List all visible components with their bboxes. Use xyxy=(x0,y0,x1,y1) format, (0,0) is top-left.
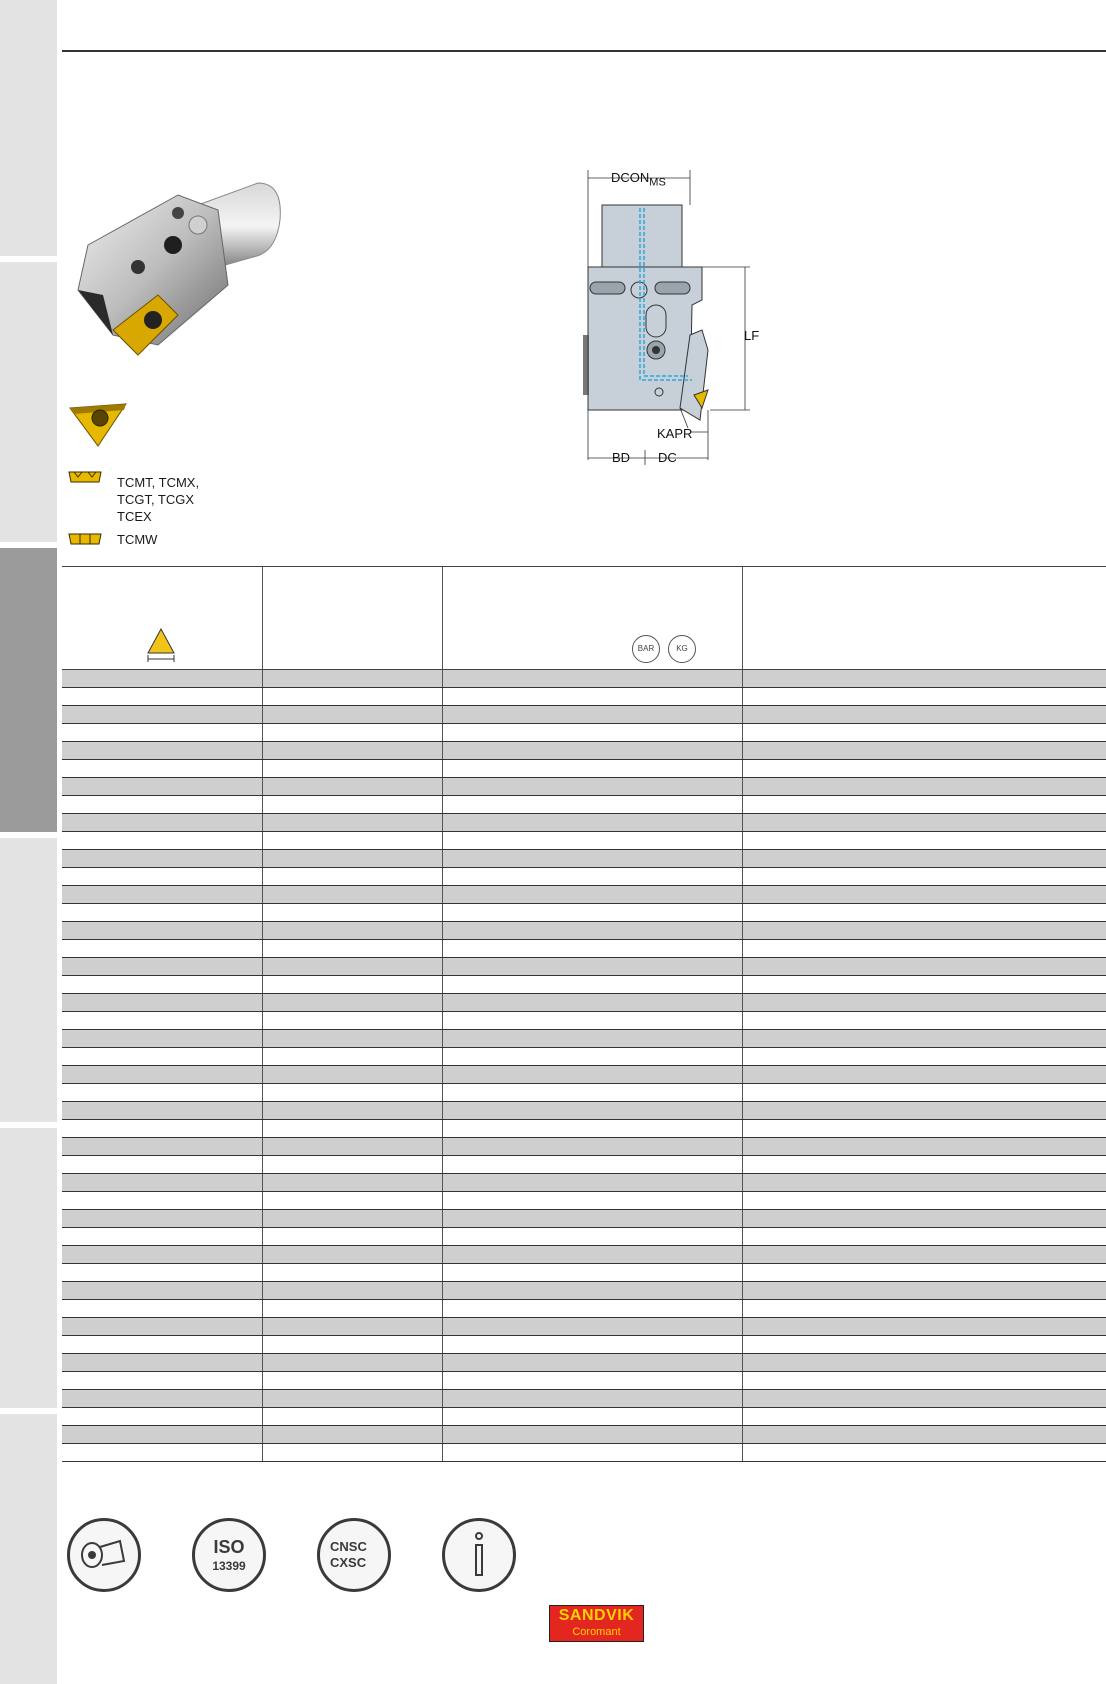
coromant-capto-icon[interactable] xyxy=(67,1518,141,1592)
column-divider xyxy=(742,1120,743,1137)
column-divider xyxy=(262,994,263,1011)
table-row xyxy=(62,1138,1106,1156)
column-divider xyxy=(262,850,263,867)
table-row xyxy=(62,1354,1106,1372)
column-divider xyxy=(262,832,263,849)
table-row xyxy=(62,1012,1106,1030)
insert-type-line-3: TCEX xyxy=(117,509,152,524)
column-divider xyxy=(442,1228,443,1245)
column-divider xyxy=(442,1354,443,1371)
column-divider xyxy=(262,904,263,921)
column-divider xyxy=(742,1246,743,1263)
column-divider xyxy=(262,886,263,903)
dimension-drawing xyxy=(580,170,780,470)
column-divider xyxy=(262,1030,263,1047)
insert-type-line-1: TCMT, TCMX, xyxy=(117,475,200,490)
column-divider xyxy=(742,1138,743,1155)
info-icon[interactable] xyxy=(442,1518,516,1592)
insert-image xyxy=(68,400,130,448)
column-divider xyxy=(442,1408,443,1425)
table-row xyxy=(62,1426,1106,1444)
column-divider xyxy=(442,1390,443,1407)
column-divider xyxy=(442,1102,443,1119)
table-row xyxy=(62,1444,1106,1462)
bar-icon: BAR xyxy=(632,635,660,663)
column-divider xyxy=(442,976,443,993)
side-tab-bar xyxy=(0,0,57,1684)
column-divider xyxy=(262,958,263,975)
dim-bd: BD xyxy=(612,450,631,465)
table-row xyxy=(62,994,1106,1012)
column-divider xyxy=(442,850,443,867)
table-row xyxy=(62,1246,1106,1264)
column-divider xyxy=(742,922,743,939)
column-divider xyxy=(742,958,743,975)
column-divider xyxy=(442,1318,443,1335)
column-divider xyxy=(442,1084,443,1101)
column-divider xyxy=(442,670,443,687)
column-divider xyxy=(742,904,743,921)
column-divider xyxy=(442,1282,443,1299)
table-row xyxy=(62,688,1106,706)
header-col-3 xyxy=(442,567,743,669)
column-divider xyxy=(442,1048,443,1065)
column-divider xyxy=(442,994,443,1011)
column-divider xyxy=(442,1174,443,1191)
column-divider xyxy=(742,796,743,813)
table-row xyxy=(62,796,1106,814)
table-row xyxy=(62,868,1106,886)
column-divider xyxy=(742,1300,743,1317)
column-divider xyxy=(742,760,743,777)
column-divider xyxy=(262,814,263,831)
column-divider xyxy=(442,1012,443,1029)
column-divider xyxy=(442,1444,443,1461)
column-divider xyxy=(262,1156,263,1173)
column-divider xyxy=(742,886,743,903)
column-divider xyxy=(442,1138,443,1155)
column-divider xyxy=(262,1228,263,1245)
column-divider xyxy=(262,1282,263,1299)
logo-sub: Coromant xyxy=(572,1626,621,1638)
table-row xyxy=(62,1264,1106,1282)
table-row xyxy=(62,1030,1106,1048)
table-row xyxy=(62,1120,1106,1138)
column-divider xyxy=(442,1246,443,1263)
column-divider xyxy=(442,886,443,903)
table-row xyxy=(62,724,1106,742)
column-divider xyxy=(442,1300,443,1317)
column-divider xyxy=(742,1048,743,1065)
column-divider xyxy=(262,940,263,957)
column-divider xyxy=(742,1390,743,1407)
table-row xyxy=(62,940,1106,958)
kg-icon: KG xyxy=(668,635,696,663)
side-tab-1[interactable] xyxy=(0,0,57,256)
table-row xyxy=(62,904,1106,922)
column-divider xyxy=(742,1336,743,1353)
column-divider xyxy=(742,742,743,759)
table-row xyxy=(62,1102,1106,1120)
column-divider xyxy=(742,1426,743,1443)
header-col-2 xyxy=(262,567,443,669)
column-divider xyxy=(742,1282,743,1299)
header-col-4 xyxy=(742,567,1105,669)
table-header xyxy=(62,566,1106,670)
table-row xyxy=(62,1372,1106,1390)
insert-chipbreaker-icon xyxy=(68,470,102,484)
dim-lf: LF xyxy=(744,328,760,343)
column-divider xyxy=(742,1372,743,1389)
column-divider xyxy=(262,1444,263,1461)
column-divider xyxy=(742,1354,743,1371)
column-divider xyxy=(442,1372,443,1389)
table-row xyxy=(62,760,1106,778)
column-divider xyxy=(742,1102,743,1119)
column-divider xyxy=(442,1210,443,1227)
table-row xyxy=(62,1174,1106,1192)
column-divider xyxy=(742,814,743,831)
table-row xyxy=(62,1318,1106,1336)
column-divider xyxy=(262,688,263,705)
table-row xyxy=(62,742,1106,760)
column-divider xyxy=(742,778,743,795)
column-divider xyxy=(442,724,443,741)
insert-type-line-2: TCGT, TCGX xyxy=(117,492,195,507)
column-divider xyxy=(442,1156,443,1173)
cxsc-label: CXSC xyxy=(330,1555,367,1570)
column-divider xyxy=(742,670,743,687)
column-divider xyxy=(262,1048,263,1065)
column-divider xyxy=(262,1138,263,1155)
tool-holder-image xyxy=(68,175,288,365)
column-divider xyxy=(742,994,743,1011)
column-divider xyxy=(442,832,443,849)
column-divider xyxy=(262,922,263,939)
column-divider xyxy=(262,724,263,741)
column-divider xyxy=(442,940,443,957)
column-divider xyxy=(742,868,743,885)
column-divider xyxy=(442,796,443,813)
column-divider xyxy=(262,1318,263,1335)
column-divider xyxy=(742,688,743,705)
column-divider xyxy=(442,688,443,705)
cnsc-cxsc-icon[interactable] xyxy=(317,1518,391,1592)
table-row xyxy=(62,1156,1106,1174)
column-divider xyxy=(742,1210,743,1227)
column-divider xyxy=(262,1300,263,1317)
iso-number: 13399 xyxy=(212,1559,246,1573)
column-divider xyxy=(742,1012,743,1029)
cnsc-label: CNSC xyxy=(330,1539,367,1554)
column-divider xyxy=(442,814,443,831)
table-row xyxy=(62,1066,1106,1084)
table-row xyxy=(62,1336,1106,1354)
table-row xyxy=(62,958,1106,976)
iso-label: ISO xyxy=(213,1537,245,1557)
dim-dcon: $DCON_{MS}$ xyxy=(611,170,666,189)
column-divider xyxy=(262,1372,263,1389)
side-tab-2[interactable] xyxy=(0,262,57,542)
column-divider xyxy=(262,1174,263,1191)
column-divider xyxy=(742,832,743,849)
column-divider xyxy=(742,976,743,993)
column-divider xyxy=(442,904,443,921)
holder-pictogram xyxy=(70,1521,138,1589)
table-row xyxy=(62,886,1106,904)
column-divider xyxy=(742,1228,743,1245)
column-divider xyxy=(442,922,443,939)
table-row xyxy=(62,976,1106,994)
table-row xyxy=(62,1300,1106,1318)
table-row xyxy=(62,1084,1106,1102)
logo-brand: SANDVIK xyxy=(558,1607,635,1624)
column-divider xyxy=(262,1066,263,1083)
column-divider xyxy=(442,868,443,885)
table-row xyxy=(62,1282,1106,1300)
column-divider xyxy=(262,778,263,795)
side-tab-6[interactable] xyxy=(0,1414,57,1684)
insert-wiper-icon xyxy=(68,532,102,546)
column-divider xyxy=(742,1156,743,1173)
column-divider xyxy=(262,1120,263,1137)
table-row xyxy=(62,1390,1106,1408)
table-row xyxy=(62,922,1106,940)
dim-dc: DC xyxy=(658,450,677,465)
column-divider xyxy=(262,1102,263,1119)
column-divider xyxy=(442,1336,443,1353)
table-row xyxy=(62,706,1106,724)
product-table xyxy=(62,566,1106,1462)
sandvik-coromant-logo xyxy=(549,1605,644,1642)
table-row xyxy=(62,670,1106,688)
insert-type-line-4: TCMW xyxy=(117,532,158,547)
column-divider xyxy=(442,760,443,777)
column-divider xyxy=(742,1318,743,1335)
dim-kapr: KAPR xyxy=(657,426,693,441)
column-divider xyxy=(442,1066,443,1083)
table-row xyxy=(62,1228,1106,1246)
column-divider xyxy=(742,724,743,741)
side-tab-5[interactable] xyxy=(0,1128,57,1408)
column-divider xyxy=(442,1192,443,1209)
column-divider xyxy=(262,1264,263,1281)
column-divider xyxy=(262,1192,263,1209)
column-divider xyxy=(442,1030,443,1047)
column-divider xyxy=(262,760,263,777)
column-divider xyxy=(442,1426,443,1443)
column-divider xyxy=(442,1120,443,1137)
table-row xyxy=(62,832,1106,850)
column-divider xyxy=(262,1408,263,1425)
column-divider xyxy=(262,1390,263,1407)
column-divider xyxy=(742,1030,743,1047)
column-divider xyxy=(262,1336,263,1353)
info-glyph-icon xyxy=(445,1521,513,1589)
column-divider xyxy=(262,706,263,723)
table-row xyxy=(62,850,1106,868)
table-row xyxy=(62,1192,1106,1210)
column-divider xyxy=(262,670,263,687)
column-divider xyxy=(742,1192,743,1209)
table-row xyxy=(62,1408,1106,1426)
column-divider xyxy=(262,1246,263,1263)
column-divider xyxy=(442,958,443,975)
column-divider xyxy=(262,742,263,759)
header-rule xyxy=(62,50,1106,52)
side-tab-4[interactable] xyxy=(0,838,57,1122)
column-divider xyxy=(742,1174,743,1191)
column-divider xyxy=(262,976,263,993)
column-divider xyxy=(262,1210,263,1227)
column-divider xyxy=(742,1066,743,1083)
column-divider xyxy=(262,1012,263,1029)
insert-size-icon xyxy=(146,627,176,663)
column-divider xyxy=(262,1084,263,1101)
table-row xyxy=(62,814,1106,832)
column-divider xyxy=(742,850,743,867)
column-divider xyxy=(262,1354,263,1371)
column-divider xyxy=(442,742,443,759)
table-row xyxy=(62,778,1106,796)
column-divider xyxy=(442,778,443,795)
iso-13399-icon[interactable] xyxy=(192,1518,266,1592)
column-divider xyxy=(442,706,443,723)
column-divider xyxy=(742,706,743,723)
column-divider xyxy=(742,1444,743,1461)
column-divider xyxy=(442,1264,443,1281)
table-row xyxy=(62,1210,1106,1228)
column-divider xyxy=(262,868,263,885)
column-divider xyxy=(262,1426,263,1443)
column-divider xyxy=(262,796,263,813)
column-divider xyxy=(742,940,743,957)
column-divider xyxy=(742,1408,743,1425)
side-tab-3-active[interactable] xyxy=(0,548,57,832)
column-divider xyxy=(742,1084,743,1101)
column-divider xyxy=(742,1264,743,1281)
table-row xyxy=(62,1048,1106,1066)
table-body xyxy=(62,670,1106,1462)
